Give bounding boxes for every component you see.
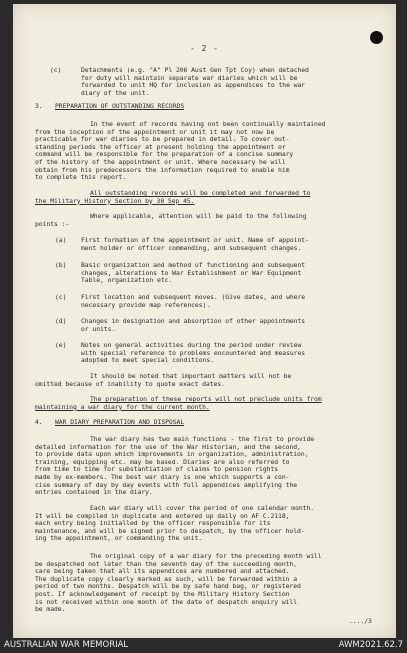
paragraph-line: be made. <box>35 605 66 614</box>
paragraph-line: the Military History Section by 30 Sep 45. <box>35 196 195 205</box>
paragraph-line: to complete this report. <box>35 173 127 182</box>
paragraph-line: diary of the unit. <box>81 88 150 97</box>
paragraph-line: omitted because of inability to quote exact dates. <box>35 379 225 388</box>
list-item-line: ment holder or officer commanding, and subsequent changes. <box>81 243 302 252</box>
item-label: (c) <box>50 66 62 74</box>
list-item-line: changes, alterations to War Establishment or War Equipment <box>81 268 302 277</box>
section-number: 4. <box>35 418 43 426</box>
list-item-line: or units. <box>81 324 116 333</box>
list-item-label: (b) <box>55 261 67 269</box>
paragraph-line: In the event of records having not been continually maintained <box>90 120 326 128</box>
paragraph-line: from time to time for substantiation of claims to pension rights <box>35 465 279 474</box>
paragraph-line: Where applicable, attention will be paid to the following <box>90 212 307 220</box>
list-item-line: Notes on general activities during the period under review <box>81 341 302 349</box>
paragraph-line: be despatched not later than the seventh day of the succeeding month, <box>35 559 298 568</box>
section-heading: WAR DIARY PREPARATION AND DISPOSAL <box>55 418 185 426</box>
paragraph-line: The original copy of a war diary for the preceding month will <box>90 552 322 560</box>
list-item-line: adopted to meet special conditions. <box>81 356 214 365</box>
paragraph-line: It will be compiled in duplicate and entered up daily on AF C.2118, <box>35 511 290 520</box>
paragraph-line: standing periods the officer at present holding the appointment or <box>35 142 286 151</box>
paragraph-line: entries contained in the diary. <box>35 488 153 497</box>
paragraph-line: for duty will maintain separate war diaries which will be <box>81 73 298 82</box>
paragraph-line: made by ex-members. The best war diary is one which supports a con- <box>35 473 290 481</box>
archive-footer <box>0 638 407 653</box>
paragraph-line: The duplicate copy clearly marked as such, will be forwarded within a <box>35 574 298 583</box>
list-item-line: with special reference to problems encountered and measures <box>81 348 306 357</box>
paragraph-line: Detachments (e.g. "A" Pl 206 Aust Gen Tpt Coy) when detached <box>81 66 309 74</box>
section-heading: PREPARATION OF OUTSTANDING RECORDS <box>55 102 185 110</box>
paragraph-line: forwarded to unit HQ for inclusion as appendices to the war <box>81 81 306 90</box>
paragraph-line: Each war diary will cover the period of one calendar month. <box>90 504 315 512</box>
list-item-line: First formation of the appointment or unit. Name of appoint- <box>81 236 309 244</box>
paragraph-line: period of two months. Despatch will be by safe hand bag, or registered <box>35 582 301 591</box>
list-item-label: (c) <box>55 293 67 301</box>
paragraph-line: obtain from his predecessors the information required to enable him <box>35 165 290 174</box>
paragraph-line: is not received within one month of the date of despatch enquiry will <box>35 597 298 606</box>
footer-source: AUSTRALIAN WAR MEMORIAL <box>4 640 129 650</box>
paragraph-line: The preparation of these reports will not preclude units from <box>90 395 322 403</box>
list-item-line: Table, organization etc. <box>81 276 173 285</box>
paragraph-line: It should be noted that important matters will not be <box>90 372 292 380</box>
paragraph-line: cise summary of day by day events with full appendices amplifying the <box>35 480 298 489</box>
document-page <box>13 4 396 638</box>
paragraph-line: The war diary has two main functions - the first to provide <box>90 435 315 443</box>
page-number: - 2 - <box>189 44 220 53</box>
list-item-label: (e) <box>55 341 67 349</box>
continuation-marker: ..../3 <box>349 617 372 625</box>
paragraph-line: maintenance, and will be signed prior to despatch, by the officer hold- <box>35 526 305 535</box>
list-item-line: Changes in designation and absorption of other appointments <box>81 317 306 325</box>
punch-hole <box>370 31 383 44</box>
paragraph-line: practicable for war diaries to be prepared in detail. To cover out- <box>35 135 290 144</box>
paragraph-line: points :- <box>35 219 70 228</box>
list-item-line: necessary provide map references). <box>81 300 211 309</box>
paragraph-line: detailed information for the use of the War Historian, and the second, <box>35 442 301 451</box>
paragraph-line: post. If acknowledgement of receipt by the Military History Section <box>35 590 290 598</box>
paragraph-line: training, equipping etc. may be based. Diaries are also referred to <box>35 457 290 466</box>
paragraph-line: to provide data upon which improvements in organization, administration, <box>35 450 309 459</box>
list-item-label: (d) <box>55 317 67 325</box>
paragraph-line: ing the appointment, or commanding the unit. <box>35 534 203 543</box>
paragraph-line: All outstanding records will be completed and forwarded to <box>90 189 311 197</box>
paragraph-line: command will be responsible for the preparation of a concise summary <box>35 150 294 159</box>
paragraph-line: maintaining a war diary for the current month. <box>35 402 210 411</box>
list-item-line: First location and subsequent moves. (Give dates, and where <box>81 293 306 301</box>
list-item-label: (a) <box>55 236 67 244</box>
paragraph-line: of the history of the appointment or unit. Where necessary he will <box>35 158 286 166</box>
paragraph-line: from the inception of the appointment or unit it may not now be <box>35 127 275 136</box>
footer-accession: AWM2021.62.7 <box>338 640 403 650</box>
paragraph-line: care being taken that all its appendices are numbered and attached. <box>35 567 290 576</box>
paragraph-line: each entry being initialled by the officer responsible for its <box>35 519 271 528</box>
list-item-line: Basic organization and method of functioning and subsequent <box>81 261 306 269</box>
section-number: 3. <box>35 102 43 110</box>
